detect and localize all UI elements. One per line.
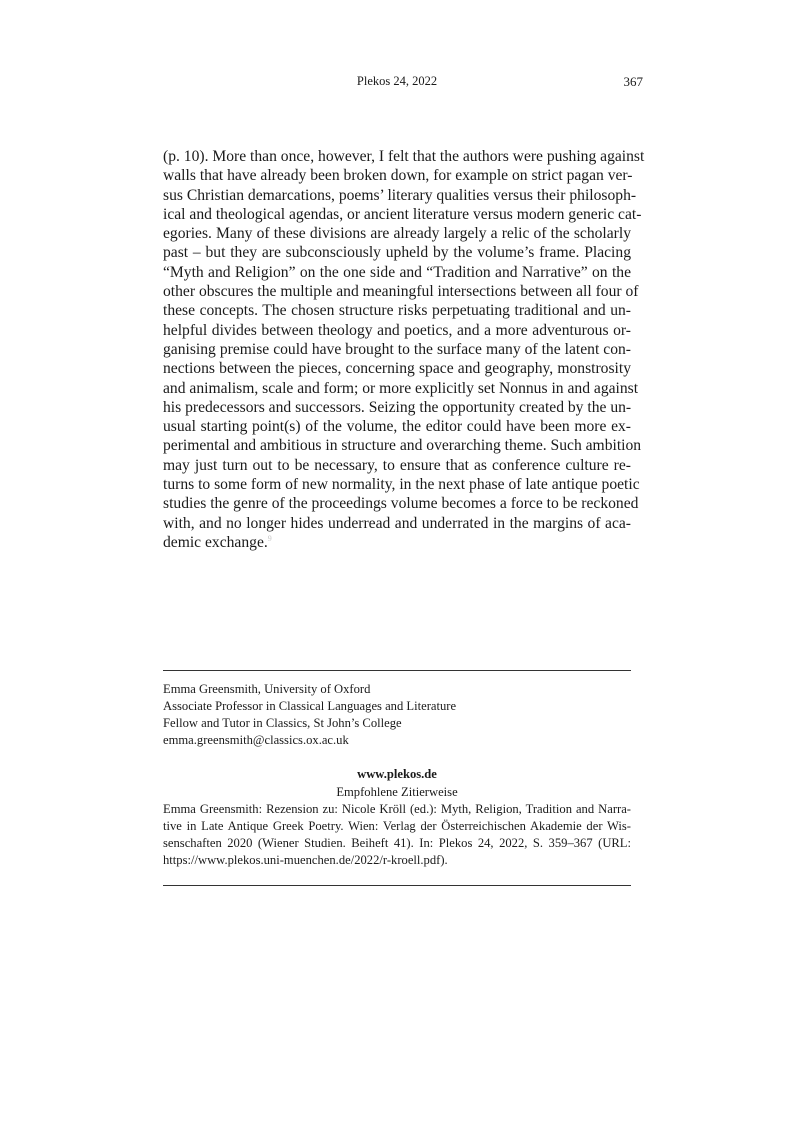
author-email[interactable]: emma.greensmith@classics.ox.ac.uk: [163, 733, 349, 747]
author-affiliation: [163, 681, 631, 749]
citation-heading: Empfohlene Zitierweise: [336, 785, 458, 799]
citation-line: senschaften 2020 (Wiener Studien. Beiheft 41). In: Plekos 24, 2022, S. 359–367 (URL:: [163, 836, 631, 850]
citation-line: tive in Late Antique Greek Poetry. Wien: Verlag der Österreichischen Akademie der Wis-: [163, 819, 631, 833]
text-line: past – but they are subconsciously upheld by the volume’s frame. Placing: [163, 244, 631, 262]
site-link[interactable]: www.plekos.de: [357, 767, 437, 781]
text-line: sus Christian demarcations, poems’ literary qualities versus their philosoph-: [163, 186, 637, 204]
text-line: usual starting point(s) of the volume, the editor could have been more ex-: [163, 418, 631, 436]
text-line: walls that have already been broken down, for example on strict pagan ver-: [163, 167, 633, 185]
text-line: these concepts. The chosen structure risks perpetuating traditional and un-: [163, 302, 631, 320]
body-paragraph: [163, 147, 645, 552]
author-line: Associate Professor in Classical Languages and Literature: [163, 699, 457, 713]
citation-block: [163, 766, 631, 869]
page-number: 367: [623, 74, 643, 89]
author-line: Fellow and Tutor in Classics, St John’s College: [163, 716, 402, 730]
text-line: ical and theological agendas, or ancient literature versus modern generic cat-: [163, 205, 642, 223]
text-line: [163, 533, 631, 552]
text-line: helpful divides between theology and poetics, and a more adventurous or-: [163, 321, 631, 339]
text-line: (p. 10). More than once, however, I felt that the authors were pushing against: [163, 148, 645, 165]
text-line: may just turn out to be necessary, to ensure that as conference culture re-: [163, 456, 631, 474]
divider: [163, 670, 631, 671]
text-line: nections between the pieces, concerning space and geography, monstrosity: [163, 360, 631, 378]
journal-title: Plekos 24, 2022: [356, 74, 438, 88]
text-line: turns to some form of new normality, in the next phase of late antique poetic: [163, 476, 640, 494]
text-line: ganising premise could have brought to the surface many of the latent con-: [163, 340, 631, 358]
text-line: with, and no longer hides underread and underrated in the margins of aca-: [163, 514, 631, 532]
text-line: his predecessors and successors. Seizing the opportunity created by the un-: [163, 398, 632, 416]
text-line: egories. Many of these divisions are already largely a relic of the scholarly: [163, 225, 631, 243]
text-line: “Myth and Religion” on the one side and “Tradition and Narrative” on the: [163, 263, 631, 281]
citation-url[interactable]: https://www.plekos.uni-muenchen.de/2022/r-kroell.pdf).: [163, 853, 448, 867]
citation-line: Emma Greensmith: Rezension zu: Nicole Kröll (ed.): Myth, Religion, Tradition and Narra-: [163, 802, 631, 816]
author-line: Emma Greensmith, University of Oxford: [163, 682, 371, 696]
running-header: [163, 74, 643, 92]
text-line: other obscures the multiple and meaningful intersections between all four of: [163, 283, 639, 301]
footnote-marker[interactable]: 9: [267, 533, 272, 543]
text-line: perimental and ambitious in structure and overarching theme. Such ambition: [163, 437, 642, 455]
text-line: studies the genre of the proceedings volume becomes a force to be reckoned: [163, 495, 639, 513]
divider: [163, 885, 631, 886]
text-line-content: demic exchange.: [163, 533, 268, 551]
text-line: and animalism, scale and form; or more explicitly set Nonnus in and against: [163, 379, 639, 397]
